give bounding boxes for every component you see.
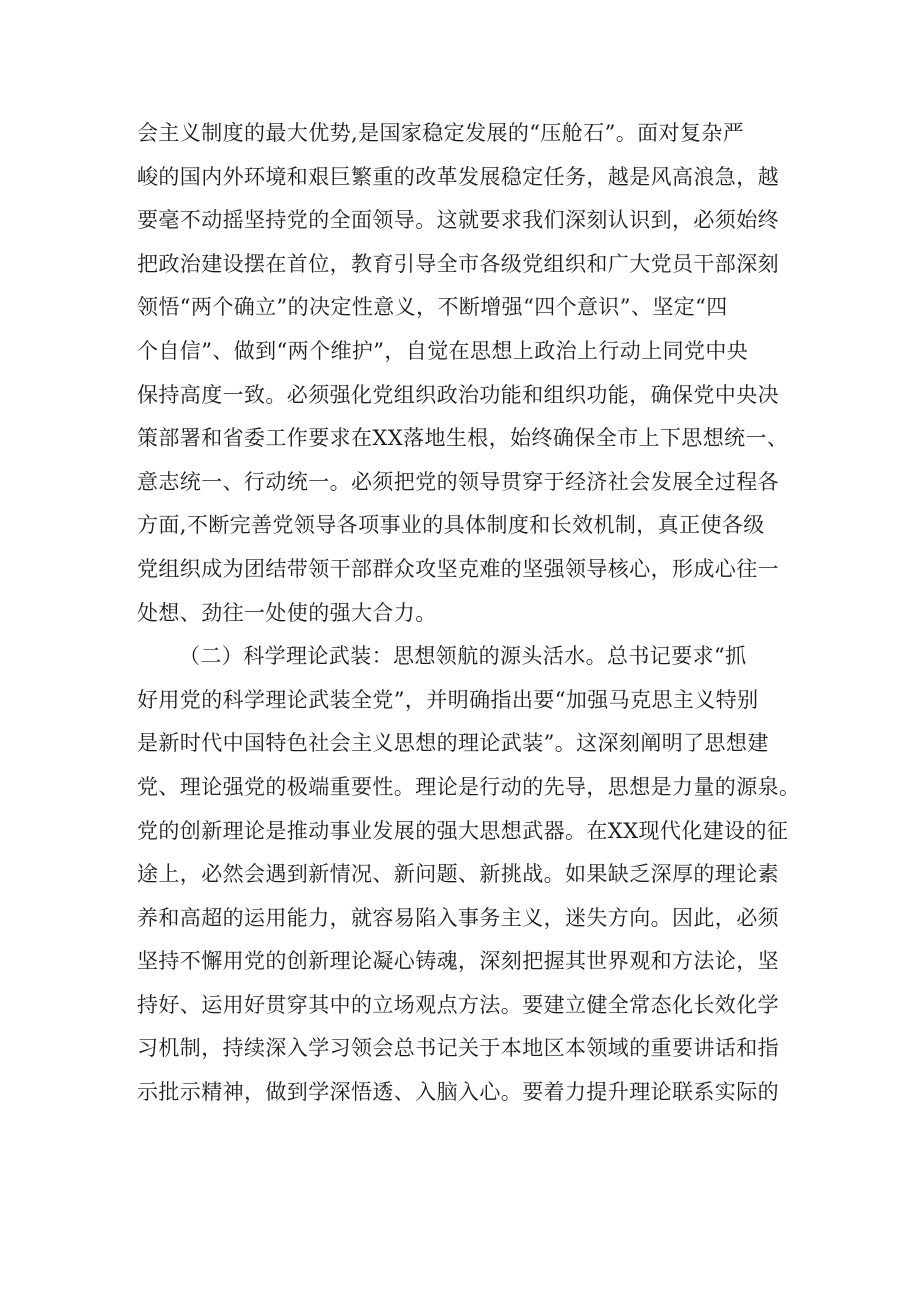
body-text — [137, 112, 817, 1115]
text-line: 好用党的科学理论武装全党”，并明确指出要“加强马克思主义特别 — [137, 687, 759, 712]
text-line: 会主义制度的最大优势,是国家稳定发展的“压舱石”。面对复杂严 — [137, 121, 745, 145]
text-line: 要毫不动摇坚持党的全面领导。这就要求我们深刻认识到，必须始终 — [137, 208, 779, 233]
text-line: 方面,不断完善党领导各项事业的具体制度和长效机制，真正使各级 — [137, 513, 765, 538]
text-line: 习机制，持续深入学习领会总书记关于本地区本领域的重要讲话和指 — [137, 1036, 779, 1061]
text-line: 策部署和省委工作要求在XX落地生根，始终确保全市上下思想统一、 — [137, 426, 789, 451]
text-line: 处想、劲往一处使的强大合力。 — [137, 600, 437, 625]
text-line: 坚持不懈用党的创新理论凝心铸魂，深刻把握其世界观和方法论，坚 — [137, 949, 779, 974]
text-line: 党组织成为团结带领干部群众攻坚克难的坚强领导核心，形成心往一 — [137, 556, 779, 581]
text-line: 保持高度一致。必须强化党组织政治功能和组织功能，确保党中央决 — [137, 382, 779, 407]
text-line: 个自信”、做到“两个维护”，自觉在思想上政治上行动上同党中央 — [137, 338, 749, 363]
text-line: 把政治建设摆在首位，教育引导全市各级党组织和广大党员干部深刻 — [137, 251, 779, 276]
text-line: 峻的国内外环境和艰巨繁重的改革发展稳定任务，越是风高浪急，越 — [137, 164, 779, 189]
text-line: 党、理论强党的极端重要性。理论是行动的先导，思想是力量的源泉。 — [137, 774, 801, 799]
text-line: 意志统一、行动统一。必须把党的领导贯穿于经济社会发展全过程各 — [137, 469, 779, 494]
section-heading-line: （二）科学理论武装：思想领航的源头活水。总书记要求“抓 — [179, 644, 747, 669]
text-line: 途上，必然会遇到新情况、新问题、新挑战。如果缺乏深厚的理论素 — [137, 862, 779, 887]
text-line: 是新时代中国特色社会主义思想的理论武装”。这深刻阐明了思想建 — [137, 731, 769, 756]
text-line: 持好、运用好贯穿其中的立场观点方法。要建立健全常态化长效化学 — [137, 992, 779, 1017]
text-line: 示批示精神，做到学深悟透、入脑入心。要着力提升理论联系实际的 — [137, 1080, 779, 1105]
text-line: 党的创新理论是推动事业发展的强大思想武器。在XX现代化建设的征 — [137, 818, 789, 843]
text-line: 养和高超的运用能力，就容易陷入事务主义，迷失方向。因此，必须 — [137, 905, 779, 930]
text-line: 领悟“两个确立”的决定性意义，不断增强“四个意识”、坚定“四 — [137, 295, 728, 320]
